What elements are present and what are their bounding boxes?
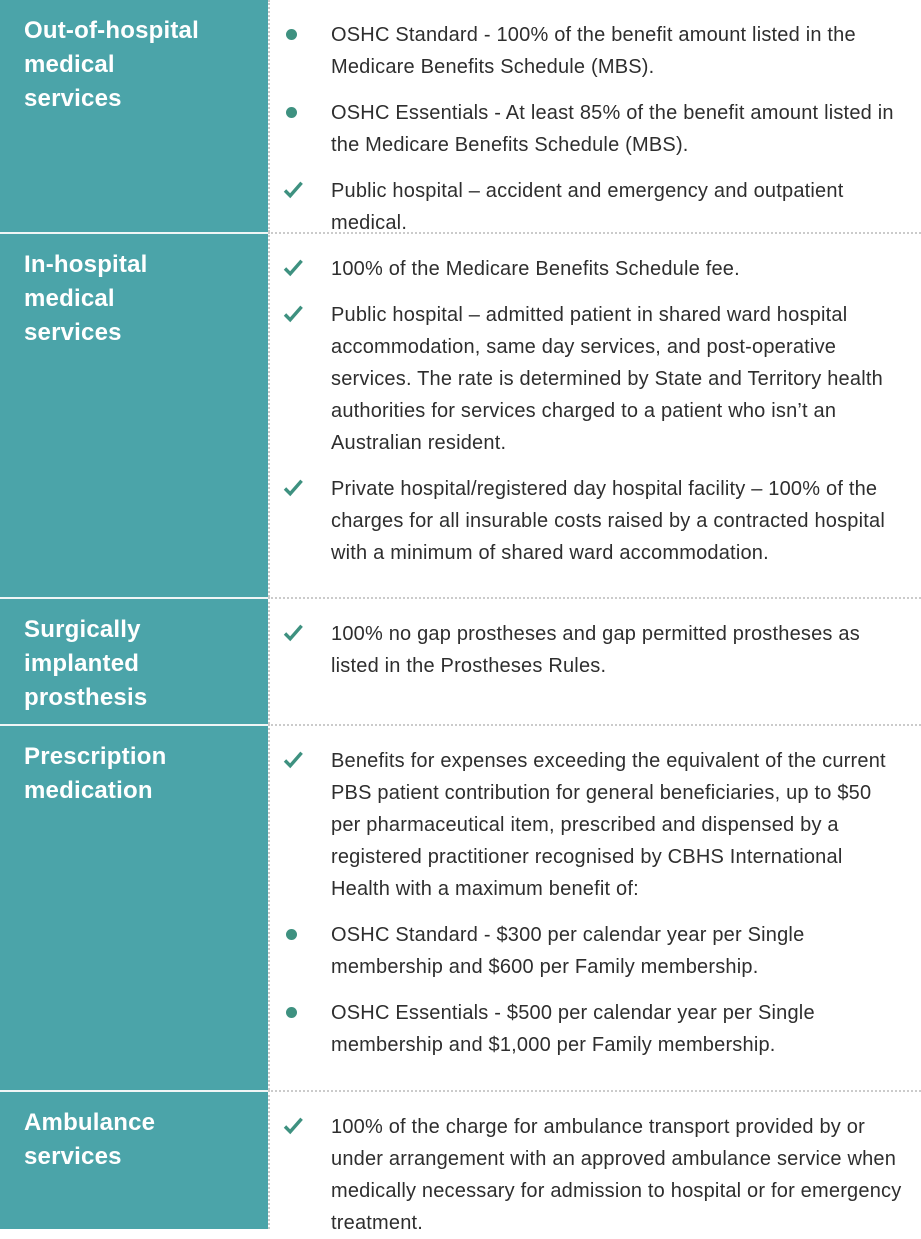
category-cell	[0, 597, 268, 724]
benefit-item	[283, 253, 903, 285]
benefit-item	[283, 97, 903, 161]
benefit-text: Private hospital/registered day hospital facility – 100% of the charges for all insurable costs raised by a contracted hospital with a minimum of shared ward accommodation.	[331, 478, 885, 564]
benefit-text: 100% no gap prostheses and gap permitted prostheses as listed in the Prostheses Rules.	[331, 623, 860, 677]
check-icon	[283, 751, 304, 769]
check-icon	[283, 479, 304, 497]
category-label: Surgically implanted prosthesis	[24, 616, 148, 711]
table-row	[0, 724, 921, 1090]
benefit-text: OSHC Standard - $300 per calendar year per Single membership and $600 per Family membership.	[331, 924, 805, 978]
check-icon	[283, 175, 304, 239]
benefit-text: Public hospital – accident and emergency and outpatient medical.	[331, 180, 844, 234]
check-icon	[283, 1111, 304, 1239]
benefits-cell	[268, 1090, 921, 1234]
benefit-item	[283, 175, 903, 239]
benefit-item	[283, 299, 903, 459]
bullet-dot	[286, 29, 297, 40]
table-row	[0, 232, 921, 597]
category-cell	[0, 724, 268, 1090]
category-label: Ambulance services	[24, 1109, 156, 1170]
benefits-cell	[268, 0, 921, 232]
benefit-text: Benefits for expenses exceeding the equivalent of the current PBS patient contribution for general beneficiaries, up to $50 per pharmaceutical item, prescribed and dispensed by a registered practitioner recognised by CBHS International Health with a maximum benefit of:	[331, 750, 886, 900]
table-row	[0, 0, 921, 232]
benefit-item	[283, 19, 903, 83]
check-icon	[283, 624, 304, 642]
check-icon	[283, 299, 304, 459]
benefit-item	[283, 997, 903, 1061]
table-row	[0, 597, 921, 724]
bullet-icon	[283, 919, 304, 983]
check-icon	[283, 745, 304, 905]
check-icon	[283, 253, 304, 285]
category-cell	[0, 232, 268, 597]
bullet-icon	[283, 997, 304, 1061]
category-cell	[0, 1090, 268, 1229]
benefit-text: Public hospital – admitted patient in shared ward hospital accommodation, same day services, and post-operative services. The rate is determined by State and Territory health authorities for services charged to a patient who isn’t an Australian resident.	[331, 304, 883, 454]
benefit-item	[283, 618, 903, 682]
benefit-item	[283, 1111, 903, 1239]
bullet-dot	[286, 107, 297, 118]
bullet-icon	[283, 19, 304, 83]
benefits-cell	[268, 597, 921, 724]
category-label: Out-of-hospital medical services	[24, 17, 199, 112]
benefits-cell	[268, 232, 921, 597]
category-cell	[0, 0, 268, 232]
benefit-text: OSHC Standard - 100% of the benefit amount listed in the Medicare Benefits Schedule (MBS).	[331, 24, 856, 78]
benefit-item	[283, 919, 903, 983]
check-icon	[283, 1117, 304, 1135]
category-label: Prescription medication	[24, 743, 167, 804]
bullet-dot	[286, 929, 297, 940]
benefit-text: OSHC Essentials - $500 per calendar year per Single membership and $1,000 per Family membership.	[331, 1002, 815, 1056]
category-label: In-hospital medical services	[24, 251, 148, 346]
benefits-cell	[268, 724, 921, 1090]
bullet-dot	[286, 1007, 297, 1018]
bullet-icon	[283, 97, 304, 161]
table-row	[0, 1090, 921, 1234]
benefit-item	[283, 473, 903, 569]
benefit-text: 100% of the Medicare Benefits Schedule fee.	[331, 258, 740, 280]
check-icon	[283, 305, 304, 323]
benefit-text: 100% of the charge for ambulance transport provided by or under arrangement with an approved ambulance service when medically necessary for admission to hospital or for emergency treatment.	[331, 1116, 902, 1234]
check-icon	[283, 473, 304, 569]
check-icon	[283, 618, 304, 682]
benefit-text: OSHC Essentials - At least 85% of the benefit amount listed in the Medicare Benefits Schedule (MBS).	[331, 102, 894, 156]
check-icon	[283, 259, 304, 277]
benefit-item	[283, 745, 903, 905]
check-icon	[283, 181, 304, 199]
